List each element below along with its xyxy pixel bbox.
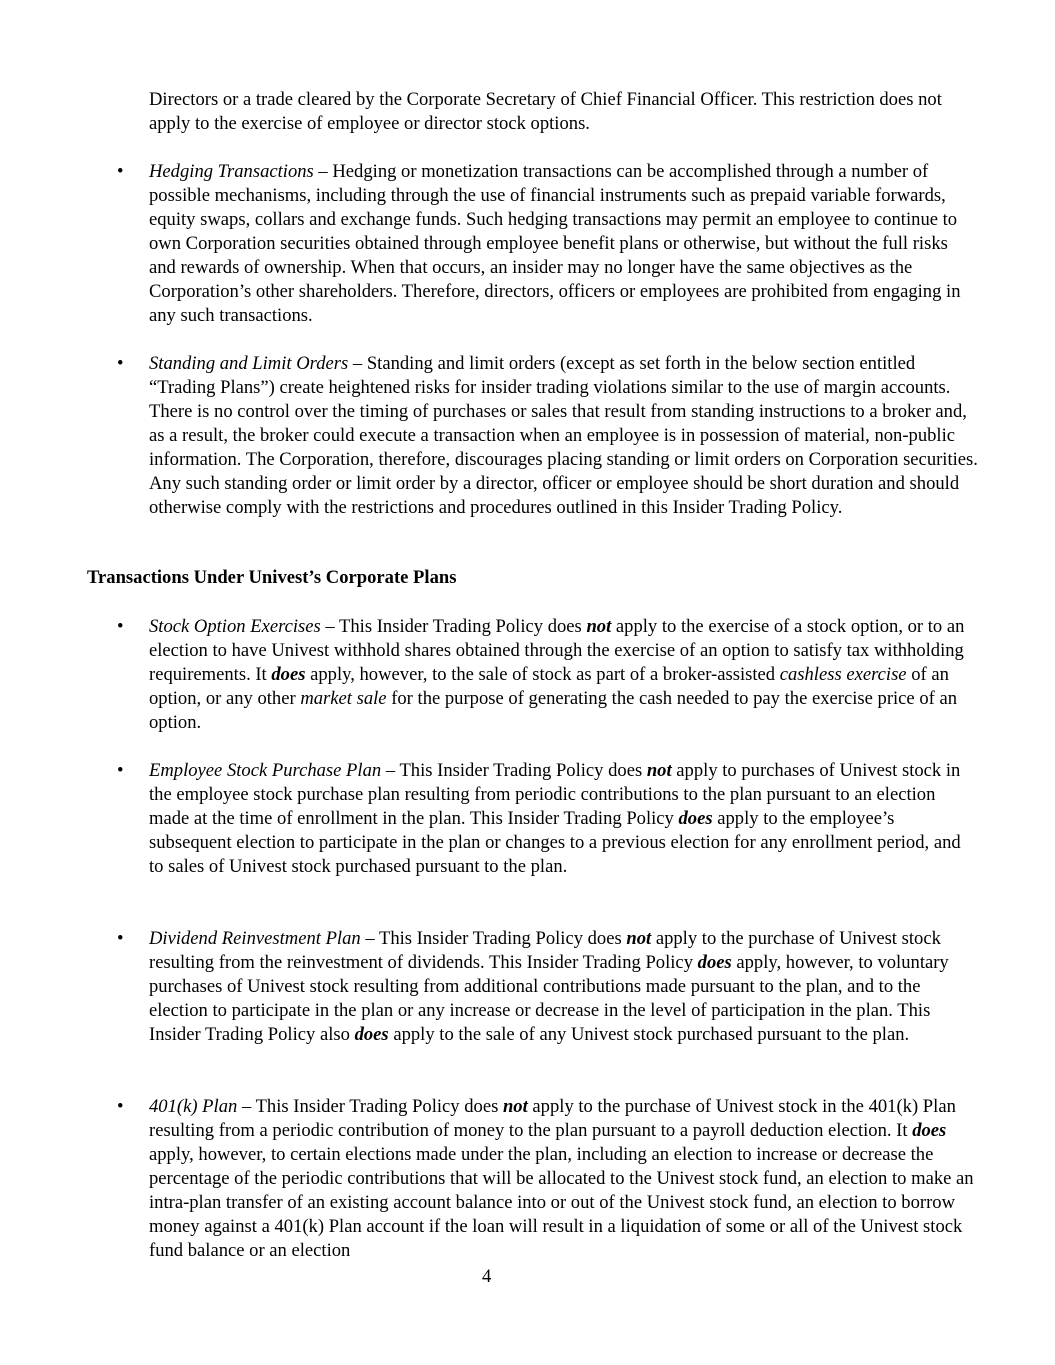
bullet-icon: • — [117, 616, 124, 637]
bullet-text: Stock Option Exercises – This Insider Trading Policy does not apply to the exercise of a stock option, or to an election to have Univest withhold shares obtained through the exercise of an option to satisfy tax withholding requirements. It does apply, however, to the sale of stock as part of a broker-assisted cashless exercise of an option, or any other market sale for the purpose of generating the cash needed to pay the exercise price of an option. — [149, 616, 965, 733]
bullet-term: Hedging Transactions — [149, 161, 314, 182]
bullet-icon: • — [117, 353, 124, 374]
continuation-paragraph: Directors or a trade cleared by the Corporate Secretary of Chief Financial Officer. This restriction does not apply to the exercise of employee or director stock options. — [149, 89, 942, 134]
bullet-icon: • — [117, 161, 124, 182]
bullet-text: Hedging Transactions – Hedging or monetization transactions can be accomplished through a number of possible mechanisms, including through the use of financial instruments such as prepaid variable forwards, equity swaps, collars and exchange funds. Such hedging transactions may permit an employee to continue to own Corporation securities obtained through employee benefit plans or otherwise, but without the full risks and rewards of ownership. When that occurs, an insider may no longer have the same objectives as the Corporation’s other shareholders. Therefore, directors, officers or employees are prohibited from engaging in any such transactions. — [149, 161, 961, 326]
bullet-stock-option-exercises — [117, 615, 979, 735]
bullet-standing-limit-orders — [117, 352, 979, 520]
bullet-icon: • — [117, 760, 124, 781]
bullet-text: Employee Stock Purchase Plan – This Insider Trading Policy does not apply to purchases of Univest stock in the employee stock purchase plan resulting from periodic contributions to the plan pursuant to an election made at the time of enrollment in the plan. This Insider Trading Policy does apply to the employee’s subsequent election to participate in the plan or changes to a previous election for any enrollment period, and to sales of Univest stock purchased pursuant to the plan. — [149, 760, 961, 877]
bullet-text: Dividend Reinvestment Plan – This Insider Trading Policy does not apply to the purchase of Univest stock resulting from the reinvestment of dividends. This Insider Trading Policy does apply, however, to voluntary purchases of Univest stock resulting from additional contributions made pursuant to the plan, and to the election to participate in the plan or any increase or decrease in the level of participation in the plan. This Insider Trading Policy also does apply to the sale of any Univest stock purchased pursuant to the plan. — [149, 928, 949, 1045]
bullet-401k-plan — [117, 1095, 979, 1263]
bullet-hedging-transactions — [117, 160, 979, 328]
bullet-term: Standing and Limit Orders — [149, 353, 349, 374]
bullet-dividend-reinvestment-plan — [117, 927, 979, 1047]
page-number: 4 — [482, 1266, 492, 1287]
bullet-text: Standing and Limit Orders – Standing and limit orders (except as set forth in the below section entitled “Trading Plans”) create heightened risks for insider trading violations similar to the use of margin accounts. There is no control over the timing of purchases or sales that result from standing instructions to a broker and, as a result, the broker could execute a transaction when an employee is in possession of material, non-public information. The Corporation, therefore, discourages placing standing or limit orders on Corporation securities. Any such standing order or limit order by a director, officer or employee should be short duration and should otherwise comply with the restrictions and procedures outlined in this Insider Trading Policy. — [149, 353, 978, 518]
bullet-text: 401(k) Plan – This Insider Trading Policy does not apply to the purchase of Univest stock in the 401(k) Plan resulting from a periodic contribution of money to the plan pursuant to a payroll deduction election. It does apply, however, to certain elections made under the plan, including an election to increase or decrease the percentage of the periodic contributions that will be allocated to the Univest stock fund, an election to make an intra-plan transfer of an existing account balance into or out of the Univest stock fund, an election to borrow money against a 401(k) Plan account if the loan will result in a liquidation of some or all of the Univest stock fund balance or an election — [149, 1096, 974, 1261]
section-heading: Transactions Under Univest’s Corporate Plans — [87, 567, 457, 588]
bullet-employee-stock-purchase-plan — [117, 759, 979, 879]
bullet-icon: • — [117, 928, 124, 949]
bullet-icon: • — [117, 1096, 124, 1117]
